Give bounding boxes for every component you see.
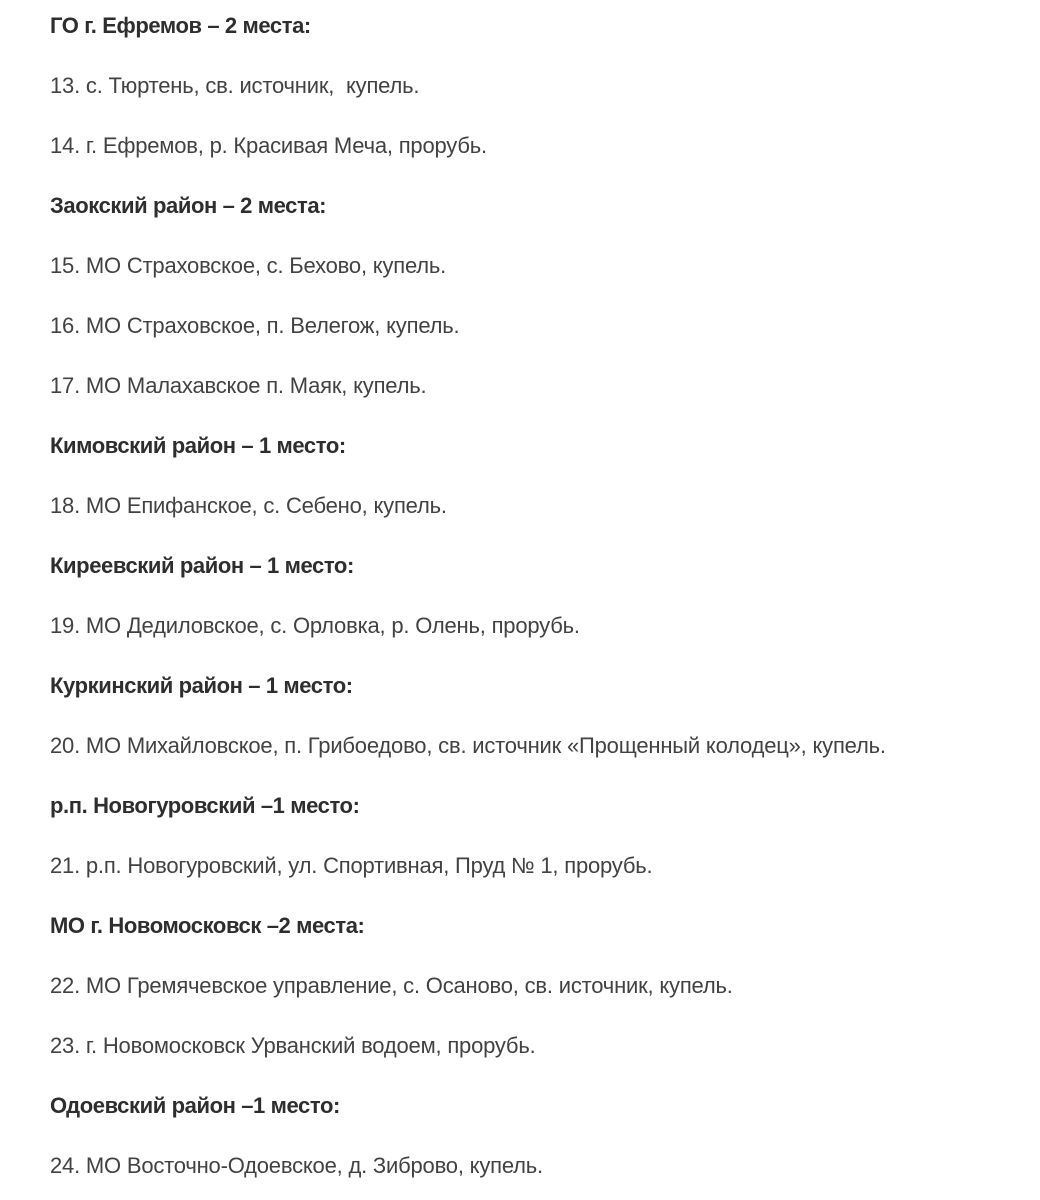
list-item-19: 19. МО Дедиловское, с. Орловка, р. Олень, прорубь.	[50, 613, 580, 638]
list-item-20: 20. МО Михайловское, п. Грибоедово, св. источник «Прощенный колодец», купель.	[50, 733, 886, 758]
list-item-17: 17. МО Малахавское п. Маяк, купель.	[50, 373, 427, 398]
list-item-22: 22. МО Гремячевское управление, с. Осаново, св. источник, купель.	[50, 973, 733, 998]
list-item-16: 16. МО Страховское, п. Велегож, купель.	[50, 313, 460, 338]
list-item-24: 24. МО Восточно-Одоевское, д. Зиброво, купель.	[50, 1153, 543, 1178]
section-heading-novomoskovsk: МО г. Новомосковск –2 места:	[50, 913, 365, 938]
list-item-14: 14. г. Ефремов, р. Красивая Меча, прорубь.	[50, 133, 487, 158]
list-item-23: 23. г. Новомосковск Урванский водоем, прорубь.	[50, 1033, 536, 1058]
section-heading-kireevskiy: Киреевский район – 1 место:	[50, 553, 354, 578]
list-item-13: 13. с. Тюртень, св. источник, купель.	[50, 73, 420, 98]
section-heading-kimovskiy: Кимовский район – 1 место:	[50, 433, 346, 458]
list-item-15: 15. МО Страховское, с. Бехово, купель.	[50, 253, 447, 278]
section-heading-novogurovskiy: р.п. Новогуровский –1 место:	[50, 793, 360, 818]
list-item-21: 21. р.п. Новогуровский, ул. Спортивная, Пруд № 1, прорубь.	[50, 853, 653, 878]
list-item-18: 18. МО Епифанское, с. Себено, купель.	[50, 493, 447, 518]
section-heading-odoevskiy: Одоевский район –1 место:	[50, 1093, 340, 1118]
section-heading-efremov: ГО г. Ефремов – 2 места:	[50, 13, 311, 38]
section-heading-kurkinskiy: Куркинский район – 1 место:	[50, 673, 353, 698]
section-heading-zaokskiy: Заокский район – 2 места:	[50, 193, 327, 218]
